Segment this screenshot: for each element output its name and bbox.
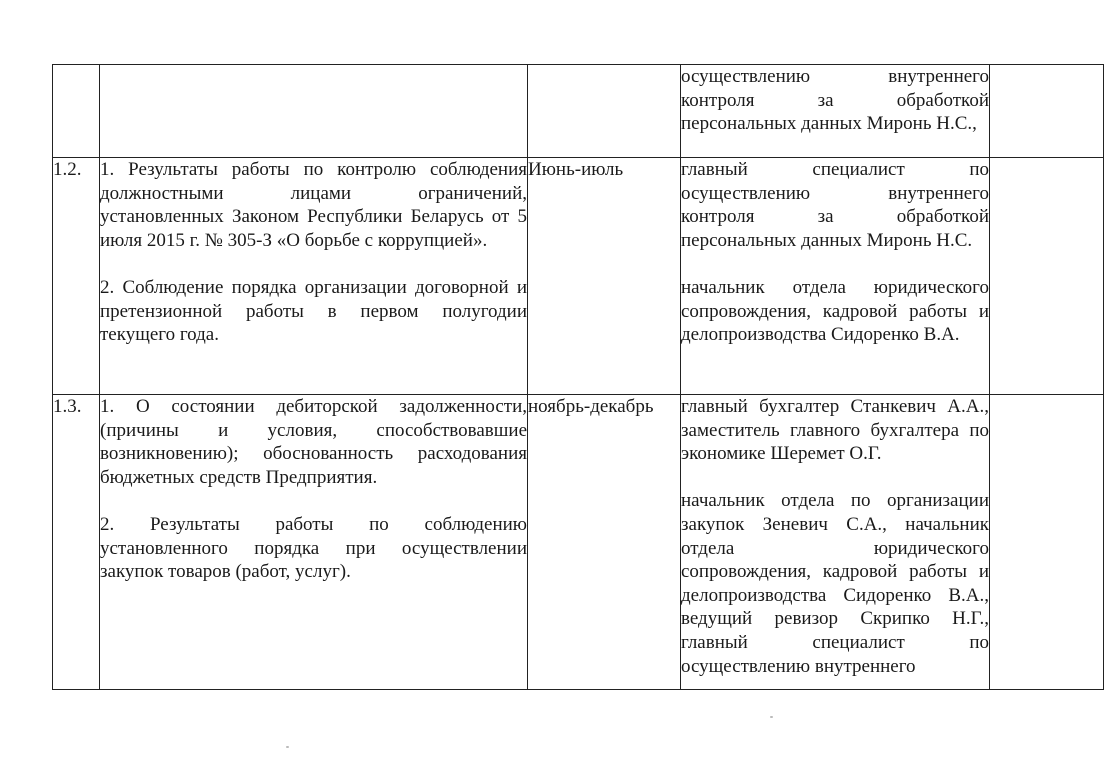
content-paragraph: 2. Результаты работы по соблюдению установленного порядка при осуществлении закупок товаров (работ, услуг). bbox=[100, 513, 527, 583]
content-cell bbox=[100, 65, 528, 158]
responsible-cell bbox=[681, 65, 990, 158]
row-number-cell bbox=[53, 395, 100, 690]
period: Июнь-июль bbox=[528, 159, 624, 180]
row-number: 1.3. bbox=[53, 396, 82, 417]
scan-speck bbox=[770, 716, 773, 718]
content-cell bbox=[100, 158, 528, 395]
content-cell bbox=[100, 395, 528, 690]
responsible-paragraph: главный бухгалтер Станкевич А.А., заместитель главного бухгалтера по экономике Шеремет О.Г. bbox=[681, 396, 989, 465]
period-cell bbox=[528, 65, 681, 158]
responsible-cell bbox=[681, 158, 990, 395]
period: ноябрь-декабрь bbox=[528, 396, 654, 417]
period-cell bbox=[528, 395, 681, 690]
responsible-paragraph: главный специалист по осуществлению внутреннего контроля за обработкой персональных данных Миронь Н.С. bbox=[681, 159, 989, 251]
content-paragraph: 2. Соблюдение порядка организации договорной и претензионной работы в первом полугодии текущего года. bbox=[100, 276, 527, 346]
responsible-paragraph: начальник отдела юридического сопровождения, кадровой работы и делопроизводства Сидоренко В.А. bbox=[681, 276, 989, 346]
note-cell bbox=[990, 65, 1104, 158]
responsible-cell bbox=[681, 395, 990, 690]
row-number-cell bbox=[53, 65, 100, 158]
table-row bbox=[53, 158, 1104, 395]
row-number: 1.2. bbox=[53, 159, 82, 180]
control-plan-table bbox=[52, 64, 1104, 690]
responsible-paragraph: осуществлению внутреннего контроля за обработкой персональных данных Миронь Н.С., bbox=[681, 66, 989, 135]
content-paragraph: 1. О состоянии дебиторской задолженности, (причины и условия, способствовавшие возникновению); обоснованность расходования бюджетных средств Предприятия. bbox=[100, 396, 527, 488]
responsible-paragraph: начальник отдела по организации закупок Зеневич С.А., начальник отдела юридического сопровождения, кадровой работы и делопроизводства Сидоренко В.А., ведущий ревизор Скрипко Н.Г., главный специалист по осуществлению внутреннего bbox=[681, 490, 989, 677]
note-cell bbox=[990, 395, 1104, 690]
scan-speck bbox=[286, 746, 289, 748]
period-cell bbox=[528, 158, 681, 395]
table-row bbox=[53, 65, 1104, 158]
table-row bbox=[53, 395, 1104, 690]
note-cell bbox=[990, 158, 1104, 395]
content-paragraph: 1. Результаты работы по контролю соблюдения должностными лицами ограничений, установленных Законом Республики Беларусь от 5 июля 2015 г. № 305-З «О борьбе с коррупцией». bbox=[100, 159, 527, 251]
row-number-cell bbox=[53, 158, 100, 395]
